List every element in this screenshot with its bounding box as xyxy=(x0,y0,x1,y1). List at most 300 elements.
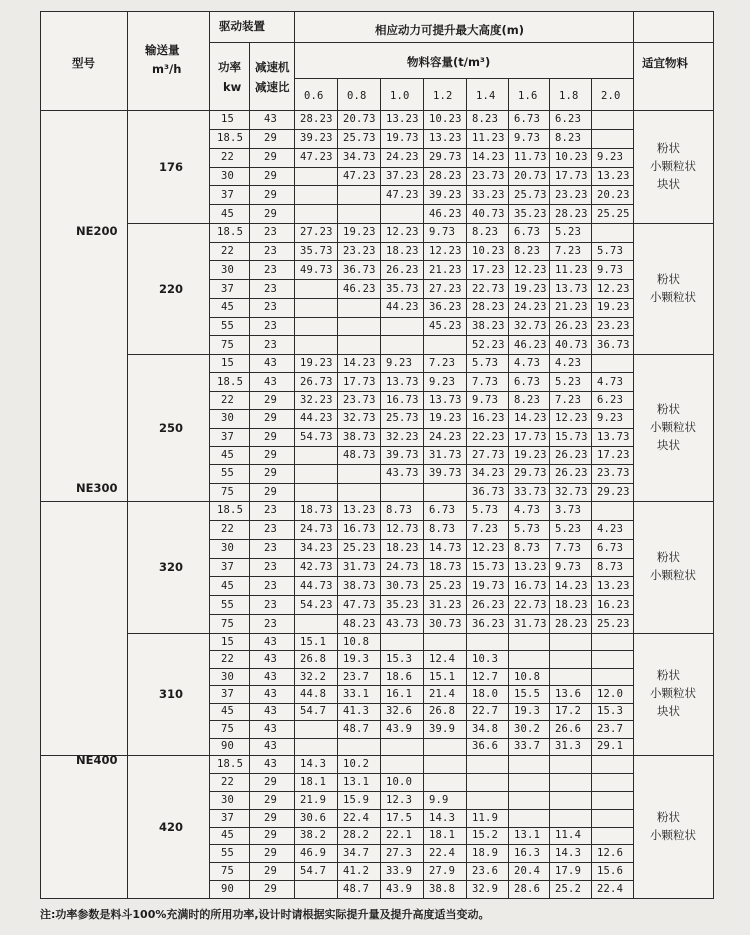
power-cell: 22 xyxy=(221,245,235,258)
height-cell: 20.23 xyxy=(597,188,630,201)
power-cell: 75 xyxy=(221,485,235,498)
height-cell: 45.23 xyxy=(429,319,462,332)
height-cell: 14.73 xyxy=(429,542,462,555)
height-cell: 25.73 xyxy=(514,188,547,201)
height-cell: 34.23 xyxy=(300,542,333,555)
height-cell: 15.1 xyxy=(300,635,327,648)
height-cell: 43.9 xyxy=(386,722,413,735)
height-cell: 13.23 xyxy=(597,169,630,182)
height-cell: 35.73 xyxy=(386,282,419,295)
height-cell: 9.73 xyxy=(597,263,624,276)
height-cell: 32.73 xyxy=(514,319,547,332)
header-capacity: 输送量 xyxy=(145,43,180,57)
height-cell: 18.1 xyxy=(429,829,456,842)
height-cell: 34.7 xyxy=(343,847,370,860)
ratio-cell: 29 xyxy=(264,793,278,806)
height-cell: 31.73 xyxy=(429,449,462,462)
ratio-cell: 29 xyxy=(264,393,278,406)
height-cell: 15.6 xyxy=(597,865,624,878)
height-cell: 33.9 xyxy=(386,865,413,878)
height-cell: 21.23 xyxy=(555,301,588,314)
height-cell: 5.23 xyxy=(555,375,582,388)
header-model: 型号 xyxy=(72,56,95,70)
power-cell: 15 xyxy=(221,113,235,126)
height-cell: 25.73 xyxy=(343,132,376,145)
density-1: 0.8 xyxy=(347,90,367,102)
height-cell: 23.73 xyxy=(343,393,376,406)
power-cell: 18.5 xyxy=(217,375,244,388)
height-cell: 31.3 xyxy=(555,740,582,753)
ratio-cell: 43 xyxy=(264,688,278,700)
height-cell: 17.73 xyxy=(555,169,588,182)
height-cell: 19.3 xyxy=(343,653,370,666)
ratio-cell: 29 xyxy=(264,430,278,443)
ratio-cell: 29 xyxy=(264,485,278,498)
ratio-cell: 29 xyxy=(264,811,278,824)
height-cell: 32.73 xyxy=(343,412,376,425)
ratio-cell: 43 xyxy=(264,113,278,126)
height-cell: 26.23 xyxy=(386,263,419,276)
model-ne400: NE400 xyxy=(76,753,118,767)
power-cell: 37 xyxy=(221,688,235,700)
height-cell: 18.0 xyxy=(472,688,499,700)
power-cell: 55 xyxy=(221,319,235,332)
height-cell: 8.73 xyxy=(429,523,456,536)
height-cell: 11.9 xyxy=(472,811,499,824)
height-cell: 32.23 xyxy=(300,393,333,406)
height-cell: 12.23 xyxy=(429,245,462,258)
ratio-cell: 23 xyxy=(264,598,278,611)
height-cell: 37.23 xyxy=(386,169,419,182)
height-cell: 10.8 xyxy=(343,635,370,648)
height-cell: 33.23 xyxy=(472,188,505,201)
height-cell: 33.7 xyxy=(514,740,541,753)
height-cell: 8.73 xyxy=(597,561,624,573)
height-cell: 8.23 xyxy=(472,226,499,239)
height-cell: 13.1 xyxy=(343,775,370,788)
height-cell: 27.23 xyxy=(429,282,462,295)
height-cell: 28.2 xyxy=(343,829,370,842)
height-cell: 15.3 xyxy=(597,705,624,718)
height-cell: 19.23 xyxy=(429,412,462,425)
height-cell: 14.3 xyxy=(300,757,327,770)
height-cell: 12.23 xyxy=(597,282,630,295)
height-cell: 6.73 xyxy=(514,226,541,239)
height-cell: 15.2 xyxy=(472,829,499,842)
height-cell: 24.23 xyxy=(429,430,462,443)
height-cell: 31.73 xyxy=(343,561,376,573)
height-cell: 7.73 xyxy=(555,542,582,555)
height-cell: 6.23 xyxy=(597,393,624,406)
height-cell: 39.73 xyxy=(386,449,419,462)
footnote: 注:功率参数是料斗100%充满时的所用功率,设计时请根据实际提升量及提升高度适当变动。 xyxy=(40,908,490,921)
power-cell: 37 xyxy=(221,188,235,201)
height-cell: 36.73 xyxy=(472,485,505,498)
power-cell: 45 xyxy=(221,301,235,314)
power-cell: 22 xyxy=(221,653,235,666)
ratio-cell: 23 xyxy=(264,301,278,314)
height-cell: 10.8 xyxy=(514,670,541,683)
height-cell: 18.23 xyxy=(555,598,588,611)
height-cell: 16.1 xyxy=(386,688,413,700)
ratio-cell: 23 xyxy=(264,282,278,295)
height-cell: 12.7 xyxy=(472,670,499,683)
height-cell: 32.6 xyxy=(386,705,413,718)
height-cell: 28.23 xyxy=(300,113,333,126)
height-cell: 35.23 xyxy=(386,598,419,611)
height-cell: 28.23 xyxy=(555,207,588,220)
material-label: 小颗粒状 xyxy=(650,419,696,434)
height-cell: 18.23 xyxy=(386,542,419,555)
ratio-cell: 23 xyxy=(264,338,278,351)
power-cell: 18.5 xyxy=(217,757,244,770)
material-label: 块状 xyxy=(657,704,680,718)
material-label: 粉状 xyxy=(657,140,680,155)
header-ratio: 减速比 xyxy=(255,80,290,94)
height-cell: 12.3 xyxy=(386,793,413,806)
ratio-cell: 29 xyxy=(264,449,278,462)
ratio-cell: 29 xyxy=(264,188,278,201)
height-cell: 54.23 xyxy=(300,598,333,611)
power-cell: 30 xyxy=(221,263,235,276)
height-cell: 20.73 xyxy=(343,113,376,126)
capacity-value: 320 xyxy=(159,560,184,574)
height-cell: 16.23 xyxy=(597,598,630,611)
height-cell: 17.73 xyxy=(514,430,547,443)
ratio-cell: 23 xyxy=(264,226,278,239)
height-cell: 23.23 xyxy=(597,319,630,332)
height-cell: 33.1 xyxy=(343,688,370,700)
height-cell: 8.23 xyxy=(472,113,499,126)
height-cell: 19.23 xyxy=(514,449,547,462)
height-cell: 23.73 xyxy=(597,467,630,480)
ratio-cell: 43 xyxy=(264,740,278,753)
material-label: 小颗粒状 xyxy=(650,568,696,582)
height-cell: 34.23 xyxy=(472,467,505,480)
ratio-cell: 23 xyxy=(264,319,278,332)
height-cell: 14.23 xyxy=(472,151,505,164)
height-cell: 9.23 xyxy=(597,151,624,164)
ratio-cell: 29 xyxy=(264,412,278,425)
height-cell: 29.23 xyxy=(597,485,630,498)
height-cell: 8.23 xyxy=(555,132,582,145)
power-cell: 22 xyxy=(221,775,235,788)
header-max-height: 相应动力可提升最大高度(m) xyxy=(375,23,524,37)
height-cell: 21.23 xyxy=(429,263,462,276)
height-cell: 39.23 xyxy=(429,188,462,201)
height-cell: 19.73 xyxy=(386,132,419,145)
height-cell: 6.73 xyxy=(429,504,456,517)
height-cell: 36.73 xyxy=(597,338,630,351)
height-cell: 5.73 xyxy=(472,504,499,517)
power-cell: 18.5 xyxy=(217,226,244,239)
header-material: 适宜物料 xyxy=(642,56,688,70)
height-cell: 19.3 xyxy=(514,705,541,718)
height-cell: 27.73 xyxy=(472,449,505,462)
material-label: 小颗粒状 xyxy=(650,158,696,173)
height-cell: 48.7 xyxy=(343,883,370,896)
height-cell: 39.73 xyxy=(429,467,462,480)
power-cell: 37 xyxy=(221,430,235,443)
height-cell: 22.73 xyxy=(514,598,547,611)
density-2: 1.0 xyxy=(390,90,410,102)
height-cell: 34.73 xyxy=(343,151,376,164)
height-cell: 12.23 xyxy=(472,542,505,555)
height-cell: 9.23 xyxy=(386,357,413,370)
height-cell: 27.9 xyxy=(429,865,456,878)
height-cell: 25.23 xyxy=(343,542,376,555)
height-cell: 23.7 xyxy=(343,670,370,683)
height-cell: 47.23 xyxy=(300,151,333,164)
height-cell: 18.23 xyxy=(386,245,419,258)
ratio-cell: 23 xyxy=(264,561,278,573)
height-cell: 12.23 xyxy=(555,412,588,425)
height-cell: 29.73 xyxy=(429,151,462,164)
height-cell: 9.73 xyxy=(514,132,541,145)
height-cell: 22.23 xyxy=(472,430,505,443)
height-cell: 38.73 xyxy=(343,579,376,592)
power-cell: 30 xyxy=(221,169,235,182)
height-cell: 6.23 xyxy=(555,113,582,126)
height-cell: 9.23 xyxy=(429,375,456,388)
height-cell: 32.2 xyxy=(300,670,327,683)
height-cell: 23.23 xyxy=(555,188,588,201)
height-cell: 26.8 xyxy=(300,653,327,666)
height-cell: 16.73 xyxy=(386,393,419,406)
height-cell: 3.73 xyxy=(555,504,582,517)
height-cell: 10.23 xyxy=(472,245,505,258)
height-cell: 47.23 xyxy=(386,188,419,201)
height-cell: 18.73 xyxy=(429,561,462,573)
ratio-cell: 43 xyxy=(264,705,278,718)
height-cell: 17.23 xyxy=(472,263,505,276)
height-cell: 19.23 xyxy=(597,301,630,314)
height-cell: 34.8 xyxy=(472,722,499,735)
height-cell: 24.73 xyxy=(386,561,419,573)
header-reducer: 减速机 xyxy=(255,60,290,74)
ratio-cell: 29 xyxy=(264,169,278,182)
height-cell: 4.73 xyxy=(514,504,541,517)
height-cell: 8.23 xyxy=(514,245,541,258)
capacity-value: 250 xyxy=(159,420,184,435)
height-cell: 12.6 xyxy=(597,847,624,860)
height-cell: 19.73 xyxy=(472,579,505,592)
height-cell: 38.23 xyxy=(472,319,505,332)
ratio-cell: 43 xyxy=(264,653,278,666)
height-cell: 23.7 xyxy=(597,722,624,735)
height-cell: 13.6 xyxy=(555,688,582,700)
material-label: 粉状 xyxy=(657,550,680,564)
height-cell: 46.23 xyxy=(514,338,547,351)
height-cell: 22.1 xyxy=(386,829,413,842)
ratio-cell: 29 xyxy=(264,467,278,480)
power-cell: 15 xyxy=(221,635,235,648)
height-cell: 39.23 xyxy=(300,132,333,145)
height-cell: 52.23 xyxy=(472,338,505,351)
height-cell: 9.73 xyxy=(472,393,499,406)
height-cell: 44.23 xyxy=(386,301,419,314)
power-cell: 75 xyxy=(221,617,235,630)
height-cell: 13.23 xyxy=(386,113,419,126)
height-cell: 18.6 xyxy=(386,670,413,683)
density-5: 1.6 xyxy=(518,90,538,102)
power-cell: 55 xyxy=(221,467,235,480)
density-0: 0.6 xyxy=(304,90,324,102)
height-cell: 54.7 xyxy=(300,705,327,718)
height-cell: 44.73 xyxy=(300,579,333,592)
power-cell: 30 xyxy=(221,412,235,425)
ratio-cell: 29 xyxy=(264,775,278,788)
ratio-cell: 29 xyxy=(264,207,278,220)
height-cell: 17.5 xyxy=(386,811,413,824)
height-cell: 20.4 xyxy=(514,865,541,878)
height-cell: 9.23 xyxy=(597,412,624,425)
height-cell: 8.23 xyxy=(514,393,541,406)
height-cell: 28.23 xyxy=(555,617,588,630)
height-cell: 9.73 xyxy=(555,561,582,573)
height-cell: 21.4 xyxy=(429,688,456,700)
height-cell: 26.73 xyxy=(300,375,333,388)
model-ne200: NE200 xyxy=(76,224,118,238)
height-cell: 44.8 xyxy=(300,688,327,700)
height-cell: 48.73 xyxy=(343,449,376,462)
height-cell: 41.2 xyxy=(343,865,370,878)
height-cell: 33.73 xyxy=(514,485,547,498)
height-cell: 42.73 xyxy=(300,561,333,573)
height-cell: 54.7 xyxy=(300,865,327,878)
power-cell: 55 xyxy=(221,598,235,611)
height-cell: 5.23 xyxy=(555,523,582,536)
height-cell: 15.9 xyxy=(343,793,370,806)
material-label: 粉状 xyxy=(657,401,680,416)
ratio-cell: 29 xyxy=(264,151,278,164)
height-cell: 41.3 xyxy=(343,705,370,718)
height-cell: 36.6 xyxy=(472,740,499,753)
height-cell: 32.73 xyxy=(555,485,588,498)
power-cell: 45 xyxy=(221,829,235,842)
height-cell: 28.23 xyxy=(472,301,505,314)
height-cell: 17.73 xyxy=(343,375,376,388)
height-cell: 19.23 xyxy=(300,357,333,370)
power-cell: 37 xyxy=(221,282,235,295)
height-cell: 10.23 xyxy=(555,151,588,164)
height-cell: 6.73 xyxy=(514,375,541,388)
height-cell: 26.6 xyxy=(555,722,582,735)
height-cell: 7.73 xyxy=(472,375,499,388)
height-cell: 36.73 xyxy=(343,263,376,276)
material-label: 小颗粒状 xyxy=(650,827,696,842)
height-cell: 10.3 xyxy=(472,653,499,666)
power-cell: 18.5 xyxy=(217,132,244,145)
height-cell: 13.23 xyxy=(343,504,376,517)
height-cell: 43.73 xyxy=(386,467,419,480)
height-cell: 23.73 xyxy=(472,169,505,182)
height-cell: 14.23 xyxy=(555,579,588,592)
material-label: 粉状 xyxy=(657,668,680,682)
height-cell: 46.23 xyxy=(429,207,462,220)
height-cell: 31.23 xyxy=(429,598,462,611)
height-cell: 12.23 xyxy=(386,226,419,239)
height-cell: 22.4 xyxy=(429,847,456,860)
height-cell: 16.3 xyxy=(514,847,541,860)
height-cell: 6.73 xyxy=(514,113,541,126)
height-cell: 22.73 xyxy=(472,282,505,295)
height-cell: 15.5 xyxy=(514,688,541,700)
height-cell: 38.2 xyxy=(300,829,327,842)
capacity-value: 310 xyxy=(159,687,184,701)
power-cell: 75 xyxy=(221,865,235,878)
capacity-value: 176 xyxy=(159,159,184,174)
specs-table xyxy=(40,11,714,899)
power-cell: 37 xyxy=(221,811,235,824)
height-cell: 30.73 xyxy=(386,579,419,592)
height-cell: 15.73 xyxy=(555,430,588,443)
height-cell: 16.73 xyxy=(343,523,376,536)
material-label: 粉状 xyxy=(657,271,680,286)
height-cell: 32.23 xyxy=(386,430,419,443)
height-cell: 5.73 xyxy=(472,357,499,370)
power-cell: 30 xyxy=(221,670,235,683)
height-cell: 5.23 xyxy=(555,226,582,239)
height-cell: 29.1 xyxy=(597,740,624,753)
ratio-cell: 23 xyxy=(264,579,278,592)
height-cell: 14.3 xyxy=(429,811,456,824)
height-cell: 28.6 xyxy=(514,883,541,896)
height-cell: 26.23 xyxy=(555,449,588,462)
height-cell: 13.73 xyxy=(386,375,419,388)
height-cell: 12.0 xyxy=(597,688,624,700)
height-cell: 23.23 xyxy=(343,245,376,258)
power-cell: 18.5 xyxy=(217,504,244,517)
capacity-value: 420 xyxy=(159,819,184,834)
height-cell: 30.6 xyxy=(300,811,327,824)
power-cell: 75 xyxy=(221,338,235,351)
density-3: 1.2 xyxy=(433,90,453,102)
height-cell: 7.23 xyxy=(555,245,582,258)
height-cell: 11.23 xyxy=(472,132,505,145)
height-cell: 48.23 xyxy=(343,617,376,630)
capacity-value: 220 xyxy=(159,281,184,296)
material-label: 小颗粒状 xyxy=(650,686,696,700)
height-cell: 21.9 xyxy=(300,793,327,806)
height-cell: 15.73 xyxy=(472,561,505,573)
height-cell: 19.23 xyxy=(514,282,547,295)
header-drive: 驱动装置 xyxy=(219,19,265,33)
ratio-cell: 23 xyxy=(264,263,278,276)
height-cell: 12.73 xyxy=(386,523,419,536)
height-cell: 48.7 xyxy=(343,722,370,735)
height-cell: 14.23 xyxy=(514,412,547,425)
material-label: 块状 xyxy=(657,176,680,191)
height-cell: 18.1 xyxy=(300,775,327,788)
header-density: 物料容量(t/m³) xyxy=(407,55,491,69)
power-cell: 30 xyxy=(221,793,235,806)
ratio-cell: 29 xyxy=(264,865,278,878)
height-cell: 4.23 xyxy=(597,523,624,536)
power-cell: 45 xyxy=(221,449,235,462)
height-cell: 13.73 xyxy=(555,282,588,295)
height-cell: 47.23 xyxy=(343,169,376,182)
height-cell: 38.73 xyxy=(343,430,376,443)
height-cell: 39.9 xyxy=(429,722,456,735)
height-cell: 13.23 xyxy=(514,561,547,573)
height-cell: 24.23 xyxy=(514,301,547,314)
power-cell: 45 xyxy=(221,705,235,718)
height-cell: 35.23 xyxy=(514,207,547,220)
height-cell: 16.23 xyxy=(472,412,505,425)
power-cell: 30 xyxy=(221,542,235,555)
ratio-cell: 23 xyxy=(264,504,278,517)
